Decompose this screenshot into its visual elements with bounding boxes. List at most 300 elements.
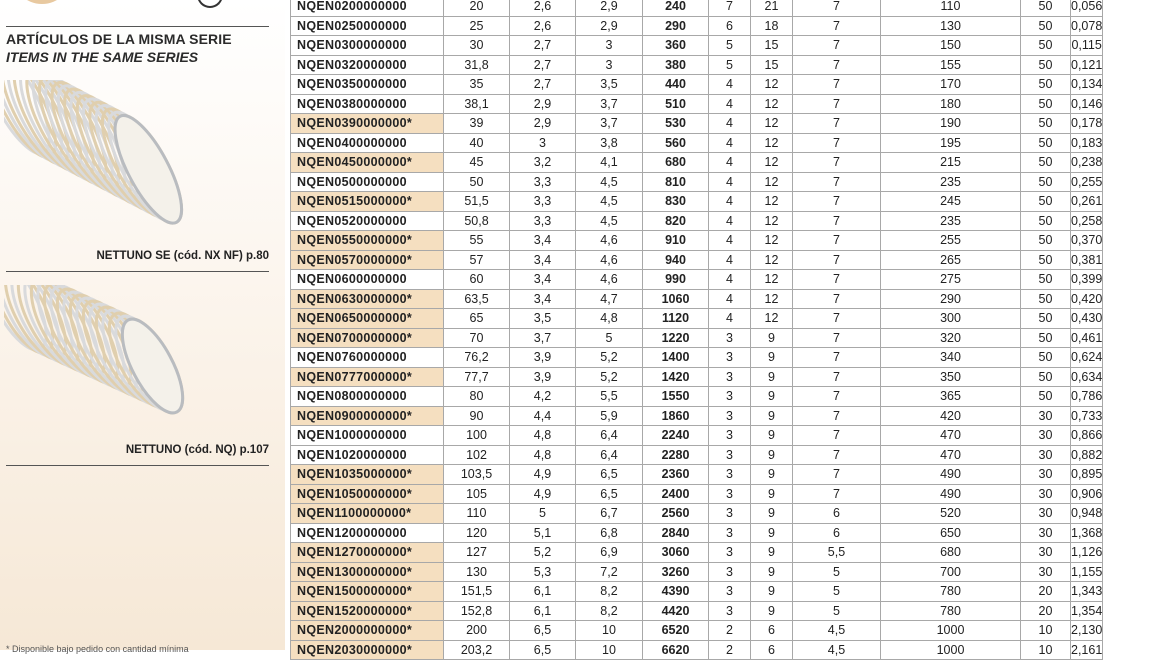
wall-cell: 5,2 bbox=[576, 348, 643, 368]
weight-cell: 0,121 bbox=[1071, 55, 1103, 75]
wall-cell: 5,5 bbox=[576, 387, 643, 407]
wall-cell: 3 bbox=[576, 36, 643, 56]
product-code-cell: NQEN0760000000 bbox=[291, 348, 444, 368]
c1-cell: 3 bbox=[709, 484, 751, 504]
pressure-cell: 1860 bbox=[643, 406, 709, 426]
table-row bbox=[291, 309, 1103, 329]
d-cell: 102 bbox=[444, 445, 510, 465]
length-cell: 20 bbox=[1021, 601, 1071, 621]
table-row bbox=[291, 387, 1103, 407]
radius-cell: 275 bbox=[881, 270, 1021, 290]
wall-min-cell: 2,7 bbox=[510, 55, 576, 75]
wall-cell: 6,7 bbox=[576, 504, 643, 524]
product-code-cell: NQEN1100000000* bbox=[291, 504, 444, 524]
weight-cell: 0,261 bbox=[1071, 192, 1103, 212]
product-caption-nettuno[interactable]: NETTUNO (cód. NQ) p.107 bbox=[125, 444, 269, 456]
c2-cell: 12 bbox=[751, 250, 793, 270]
c1-cell: 4 bbox=[709, 192, 751, 212]
c1-cell: 2 bbox=[709, 640, 751, 660]
c2-cell: 12 bbox=[751, 133, 793, 153]
hose-image-nettuno-se bbox=[4, 80, 184, 250]
c3-cell: 7 bbox=[793, 172, 881, 192]
pressure-cell: 990 bbox=[643, 270, 709, 290]
weight-cell: 0,461 bbox=[1071, 328, 1103, 348]
weight-cell: 0,866 bbox=[1071, 426, 1103, 446]
c1-cell: 3 bbox=[709, 426, 751, 446]
length-cell: 50 bbox=[1021, 270, 1071, 290]
weight-cell: 1,368 bbox=[1071, 523, 1103, 543]
wall-cell: 6,9 bbox=[576, 543, 643, 563]
product-code-cell: NQEN0600000000 bbox=[291, 270, 444, 290]
wall-min-cell: 3,3 bbox=[510, 211, 576, 231]
wall-cell: 6,5 bbox=[576, 465, 643, 485]
radius-cell: 215 bbox=[881, 153, 1021, 173]
weight-cell: 0,733 bbox=[1071, 406, 1103, 426]
radius-cell: 190 bbox=[881, 114, 1021, 134]
product-code-cell: NQEN1020000000 bbox=[291, 445, 444, 465]
wall-min-cell: 2,9 bbox=[510, 94, 576, 114]
c2-cell: 15 bbox=[751, 36, 793, 56]
weight-cell: 0,056 bbox=[1071, 0, 1103, 16]
length-cell: 50 bbox=[1021, 172, 1071, 192]
wall-cell: 4,5 bbox=[576, 172, 643, 192]
wall-min-cell: 5,1 bbox=[510, 523, 576, 543]
product-code-cell: NQEN0250000000 bbox=[291, 16, 444, 36]
table-row bbox=[291, 582, 1103, 602]
wall-min-cell: 4,9 bbox=[510, 484, 576, 504]
length-cell: 10 bbox=[1021, 640, 1071, 660]
c3-cell: 7 bbox=[793, 16, 881, 36]
product-caption-nettuno-se[interactable]: NETTUNO SE (cód. NX NF) p.80 bbox=[96, 250, 269, 262]
pressure-cell: 940 bbox=[643, 250, 709, 270]
c3-cell: 4,5 bbox=[793, 621, 881, 641]
table-row bbox=[291, 601, 1103, 621]
wall-cell: 3,7 bbox=[576, 94, 643, 114]
weight-cell: 0,134 bbox=[1071, 75, 1103, 95]
weight-cell: 1,126 bbox=[1071, 543, 1103, 563]
pressure-cell: 1420 bbox=[643, 367, 709, 387]
wall-cell: 3,8 bbox=[576, 133, 643, 153]
length-cell: 30 bbox=[1021, 504, 1071, 524]
hose-image-nettuno bbox=[4, 285, 189, 445]
table-row bbox=[291, 289, 1103, 309]
length-cell: 50 bbox=[1021, 250, 1071, 270]
radius-cell: 170 bbox=[881, 75, 1021, 95]
table-row bbox=[291, 153, 1103, 173]
wall-cell: 4,6 bbox=[576, 231, 643, 251]
product-code-cell: NQEN1000000000 bbox=[291, 426, 444, 446]
length-cell: 50 bbox=[1021, 289, 1071, 309]
c2-cell: 15 bbox=[751, 55, 793, 75]
length-cell: 30 bbox=[1021, 562, 1071, 582]
c2-cell: 9 bbox=[751, 367, 793, 387]
pressure-cell: 2400 bbox=[643, 484, 709, 504]
length-cell: 30 bbox=[1021, 484, 1071, 504]
wall-cell: 6,4 bbox=[576, 445, 643, 465]
c3-cell: 7 bbox=[793, 36, 881, 56]
product-code-cell: NQEN0700000000* bbox=[291, 328, 444, 348]
brand-logo-fragment bbox=[12, 0, 72, 4]
radius-cell: 700 bbox=[881, 562, 1021, 582]
c1-cell: 2 bbox=[709, 621, 751, 641]
wall-min-cell: 2,6 bbox=[510, 0, 576, 16]
c1-cell: 4 bbox=[709, 153, 751, 173]
product-code-cell: NQEN0520000000 bbox=[291, 211, 444, 231]
weight-cell: 0,178 bbox=[1071, 114, 1103, 134]
weight-cell: 0,420 bbox=[1071, 289, 1103, 309]
c1-cell: 4 bbox=[709, 172, 751, 192]
radius-cell: 470 bbox=[881, 445, 1021, 465]
radius-cell: 650 bbox=[881, 523, 1021, 543]
c2-cell: 9 bbox=[751, 484, 793, 504]
d-cell: 120 bbox=[444, 523, 510, 543]
c3-cell: 7 bbox=[793, 328, 881, 348]
radius-cell: 780 bbox=[881, 582, 1021, 602]
wall-min-cell: 4,9 bbox=[510, 465, 576, 485]
wall-min-cell: 3,9 bbox=[510, 348, 576, 368]
product-code-cell: NQEN0350000000 bbox=[291, 75, 444, 95]
c1-cell: 3 bbox=[709, 504, 751, 524]
c3-cell: 7 bbox=[793, 406, 881, 426]
c3-cell: 7 bbox=[793, 114, 881, 134]
product-code-cell: NQEN0550000000* bbox=[291, 231, 444, 251]
c2-cell: 6 bbox=[751, 640, 793, 660]
table-row bbox=[291, 0, 1103, 16]
pressure-cell: 910 bbox=[643, 231, 709, 251]
wall-cell: 10 bbox=[576, 621, 643, 641]
d-cell: 40 bbox=[444, 133, 510, 153]
pressure-cell: 530 bbox=[643, 114, 709, 134]
d-cell: 57 bbox=[444, 250, 510, 270]
c3-cell: 7 bbox=[793, 484, 881, 504]
wall-min-cell: 3,3 bbox=[510, 192, 576, 212]
length-cell: 50 bbox=[1021, 231, 1071, 251]
c2-cell: 9 bbox=[751, 465, 793, 485]
c2-cell: 9 bbox=[751, 426, 793, 446]
table-row bbox=[291, 250, 1103, 270]
c3-cell: 7 bbox=[793, 445, 881, 465]
table-row bbox=[291, 348, 1103, 368]
weight-cell: 0,381 bbox=[1071, 250, 1103, 270]
c3-cell: 7 bbox=[793, 367, 881, 387]
wall-cell: 3,7 bbox=[576, 114, 643, 134]
table-row bbox=[291, 621, 1103, 641]
c3-cell: 7 bbox=[793, 133, 881, 153]
c2-cell: 12 bbox=[751, 289, 793, 309]
product-code-cell: NQEN1035000000* bbox=[291, 465, 444, 485]
c3-cell: 7 bbox=[793, 0, 881, 16]
wall-min-cell: 3,4 bbox=[510, 250, 576, 270]
weight-cell: 1,343 bbox=[1071, 582, 1103, 602]
table-row bbox=[291, 114, 1103, 134]
pressure-cell: 290 bbox=[643, 16, 709, 36]
pressure-cell: 680 bbox=[643, 153, 709, 173]
wall-cell: 10 bbox=[576, 640, 643, 660]
product-code-cell: NQEN0380000000 bbox=[291, 94, 444, 114]
radius-cell: 235 bbox=[881, 211, 1021, 231]
wall-min-cell: 6,1 bbox=[510, 582, 576, 602]
table-row bbox=[291, 16, 1103, 36]
c1-cell: 4 bbox=[709, 250, 751, 270]
table-row bbox=[291, 133, 1103, 153]
c1-cell: 4 bbox=[709, 75, 751, 95]
divider bbox=[6, 271, 269, 272]
c1-cell: 4 bbox=[709, 133, 751, 153]
pressure-cell: 3060 bbox=[643, 543, 709, 563]
wall-min-cell: 3,9 bbox=[510, 367, 576, 387]
radius-cell: 245 bbox=[881, 192, 1021, 212]
wall-min-cell: 3,4 bbox=[510, 231, 576, 251]
series-title-en: ITEMS IN THE SAME SERIES bbox=[6, 49, 199, 65]
c2-cell: 18 bbox=[751, 16, 793, 36]
weight-cell: 0,895 bbox=[1071, 465, 1103, 485]
wall-cell: 8,2 bbox=[576, 582, 643, 602]
c1-cell: 4 bbox=[709, 231, 751, 251]
table-row bbox=[291, 543, 1103, 563]
d-cell: 30 bbox=[444, 36, 510, 56]
pressure-cell: 1220 bbox=[643, 328, 709, 348]
d-cell: 130 bbox=[444, 562, 510, 582]
d-cell: 90 bbox=[444, 406, 510, 426]
wall-min-cell: 2,6 bbox=[510, 16, 576, 36]
c1-cell: 4 bbox=[709, 289, 751, 309]
radius-cell: 780 bbox=[881, 601, 1021, 621]
weight-cell: 0,906 bbox=[1071, 484, 1103, 504]
wall-cell: 7,2 bbox=[576, 562, 643, 582]
radius-cell: 195 bbox=[881, 133, 1021, 153]
product-table bbox=[290, 0, 1103, 660]
wall-min-cell: 6,5 bbox=[510, 640, 576, 660]
table-row bbox=[291, 445, 1103, 465]
radius-cell: 350 bbox=[881, 367, 1021, 387]
c1-cell: 3 bbox=[709, 367, 751, 387]
d-cell: 77,7 bbox=[444, 367, 510, 387]
c2-cell: 9 bbox=[751, 445, 793, 465]
pressure-cell: 3260 bbox=[643, 562, 709, 582]
d-cell: 63,5 bbox=[444, 289, 510, 309]
length-cell: 30 bbox=[1021, 445, 1071, 465]
length-cell: 50 bbox=[1021, 94, 1071, 114]
radius-cell: 180 bbox=[881, 94, 1021, 114]
c3-cell: 6 bbox=[793, 523, 881, 543]
c3-cell: 7 bbox=[793, 426, 881, 446]
length-cell: 50 bbox=[1021, 367, 1071, 387]
product-code-cell: NQEN1270000000* bbox=[291, 543, 444, 563]
weight-cell: 0,115 bbox=[1071, 36, 1103, 56]
product-code-cell: NQEN0200000000 bbox=[291, 0, 444, 16]
wall-min-cell: 3,7 bbox=[510, 328, 576, 348]
radius-cell: 300 bbox=[881, 309, 1021, 329]
d-cell: 60 bbox=[444, 270, 510, 290]
c1-cell: 5 bbox=[709, 55, 751, 75]
wall-min-cell: 5 bbox=[510, 504, 576, 524]
radius-cell: 155 bbox=[881, 55, 1021, 75]
c2-cell: 12 bbox=[751, 94, 793, 114]
radius-cell: 520 bbox=[881, 504, 1021, 524]
d-cell: 110 bbox=[444, 504, 510, 524]
length-cell: 50 bbox=[1021, 328, 1071, 348]
weight-cell: 0,146 bbox=[1071, 94, 1103, 114]
c3-cell: 5 bbox=[793, 582, 881, 602]
radius-cell: 130 bbox=[881, 16, 1021, 36]
weight-cell: 0,183 bbox=[1071, 133, 1103, 153]
wall-cell: 5,9 bbox=[576, 406, 643, 426]
pressure-cell: 2240 bbox=[643, 426, 709, 446]
pressure-cell: 1120 bbox=[643, 309, 709, 329]
c3-cell: 7 bbox=[793, 75, 881, 95]
length-cell: 30 bbox=[1021, 543, 1071, 563]
wall-min-cell: 4,2 bbox=[510, 387, 576, 407]
wall-min-cell: 2,7 bbox=[510, 75, 576, 95]
pressure-cell: 240 bbox=[643, 0, 709, 16]
radius-cell: 320 bbox=[881, 328, 1021, 348]
pressure-cell: 2360 bbox=[643, 465, 709, 485]
radius-cell: 1000 bbox=[881, 640, 1021, 660]
pressure-cell: 360 bbox=[643, 36, 709, 56]
footnote: * Disponible bajo pedido con cantidad mínima bbox=[6, 644, 189, 654]
length-cell: 50 bbox=[1021, 55, 1071, 75]
c3-cell: 7 bbox=[793, 55, 881, 75]
wall-min-cell: 6,1 bbox=[510, 601, 576, 621]
wall-min-cell: 2,9 bbox=[510, 114, 576, 134]
length-cell: 50 bbox=[1021, 387, 1071, 407]
table-row bbox=[291, 562, 1103, 582]
c2-cell: 21 bbox=[751, 0, 793, 16]
length-cell: 20 bbox=[1021, 582, 1071, 602]
wall-cell: 5,2 bbox=[576, 367, 643, 387]
divider bbox=[6, 26, 269, 27]
weight-cell: 1,354 bbox=[1071, 601, 1103, 621]
weight-cell: 2,161 bbox=[1071, 640, 1103, 660]
d-cell: 105 bbox=[444, 484, 510, 504]
wall-cell: 4,5 bbox=[576, 211, 643, 231]
weight-cell: 1,155 bbox=[1071, 562, 1103, 582]
c2-cell: 9 bbox=[751, 406, 793, 426]
c3-cell: 7 bbox=[793, 465, 881, 485]
pressure-cell: 820 bbox=[643, 211, 709, 231]
length-cell: 50 bbox=[1021, 133, 1071, 153]
product-code-cell: NQEN0500000000 bbox=[291, 172, 444, 192]
d-cell: 50,8 bbox=[444, 211, 510, 231]
wall-cell: 5 bbox=[576, 328, 643, 348]
c3-cell: 7 bbox=[793, 192, 881, 212]
c2-cell: 9 bbox=[751, 328, 793, 348]
product-code-cell: NQEN0320000000 bbox=[291, 55, 444, 75]
d-cell: 65 bbox=[444, 309, 510, 329]
wall-min-cell: 3,3 bbox=[510, 172, 576, 192]
pressure-cell: 810 bbox=[643, 172, 709, 192]
pressure-cell: 560 bbox=[643, 133, 709, 153]
length-cell: 50 bbox=[1021, 16, 1071, 36]
length-cell: 30 bbox=[1021, 465, 1071, 485]
c2-cell: 12 bbox=[751, 153, 793, 173]
c3-cell: 6 bbox=[793, 504, 881, 524]
series-title-es: ARTÍCULOS DE LA MISMA SERIE bbox=[6, 31, 232, 47]
table-row bbox=[291, 484, 1103, 504]
product-code-cell: NQEN0800000000 bbox=[291, 387, 444, 407]
d-cell: 80 bbox=[444, 387, 510, 407]
product-code-cell: NQEN0570000000* bbox=[291, 250, 444, 270]
wall-min-cell: 4,8 bbox=[510, 445, 576, 465]
c2-cell: 9 bbox=[751, 348, 793, 368]
wall-cell: 3,5 bbox=[576, 75, 643, 95]
length-cell: 50 bbox=[1021, 309, 1071, 329]
weight-cell: 0,258 bbox=[1071, 211, 1103, 231]
c2-cell: 12 bbox=[751, 172, 793, 192]
length-cell: 50 bbox=[1021, 192, 1071, 212]
wall-min-cell: 2,7 bbox=[510, 36, 576, 56]
c2-cell: 12 bbox=[751, 231, 793, 251]
wall-min-cell: 6,5 bbox=[510, 621, 576, 641]
weight-cell: 0,238 bbox=[1071, 153, 1103, 173]
table-row bbox=[291, 231, 1103, 251]
c1-cell: 3 bbox=[709, 601, 751, 621]
weight-cell: 0,370 bbox=[1071, 231, 1103, 251]
d-cell: 103,5 bbox=[444, 465, 510, 485]
c3-cell: 7 bbox=[793, 270, 881, 290]
d-cell: 152,8 bbox=[444, 601, 510, 621]
wall-cell: 2,9 bbox=[576, 16, 643, 36]
pressure-cell: 510 bbox=[643, 94, 709, 114]
c2-cell: 9 bbox=[751, 504, 793, 524]
c2-cell: 12 bbox=[751, 75, 793, 95]
c1-cell: 4 bbox=[709, 270, 751, 290]
wall-min-cell: 5,3 bbox=[510, 562, 576, 582]
c1-cell: 4 bbox=[709, 114, 751, 134]
c3-cell: 5 bbox=[793, 562, 881, 582]
d-cell: 35 bbox=[444, 75, 510, 95]
c1-cell: 3 bbox=[709, 562, 751, 582]
wall-min-cell: 3,2 bbox=[510, 153, 576, 173]
c2-cell: 12 bbox=[751, 114, 793, 134]
c3-cell: 5,5 bbox=[793, 543, 881, 563]
pressure-cell: 380 bbox=[643, 55, 709, 75]
product-code-cell: NQEN0900000000* bbox=[291, 406, 444, 426]
product-code-cell: NQEN0300000000 bbox=[291, 36, 444, 56]
c1-cell: 7 bbox=[709, 0, 751, 16]
d-cell: 45 bbox=[444, 153, 510, 173]
d-cell: 31,8 bbox=[444, 55, 510, 75]
c2-cell: 12 bbox=[751, 270, 793, 290]
table-row bbox=[291, 367, 1103, 387]
c1-cell: 3 bbox=[709, 406, 751, 426]
wall-cell: 4,6 bbox=[576, 250, 643, 270]
weight-cell: 0,430 bbox=[1071, 309, 1103, 329]
sidebar bbox=[0, 0, 285, 654]
table-row bbox=[291, 94, 1103, 114]
d-cell: 39 bbox=[444, 114, 510, 134]
c1-cell: 4 bbox=[709, 309, 751, 329]
c1-cell: 3 bbox=[709, 348, 751, 368]
table-row bbox=[291, 426, 1103, 446]
table-row bbox=[291, 465, 1103, 485]
table-row bbox=[291, 328, 1103, 348]
length-cell: 50 bbox=[1021, 0, 1071, 16]
c2-cell: 9 bbox=[751, 387, 793, 407]
c1-cell: 3 bbox=[709, 582, 751, 602]
product-code-cell: NQEN0777000000* bbox=[291, 367, 444, 387]
wall-cell: 4,5 bbox=[576, 192, 643, 212]
table-row bbox=[291, 504, 1103, 524]
hose-end bbox=[102, 107, 184, 232]
d-cell: 203,2 bbox=[444, 640, 510, 660]
circle-badge-icon bbox=[197, 0, 223, 8]
table-row bbox=[291, 75, 1103, 95]
d-cell: 70 bbox=[444, 328, 510, 348]
product-code-cell: NQEN0400000000 bbox=[291, 133, 444, 153]
product-code-cell: NQEN1520000000* bbox=[291, 601, 444, 621]
pressure-cell: 1060 bbox=[643, 289, 709, 309]
